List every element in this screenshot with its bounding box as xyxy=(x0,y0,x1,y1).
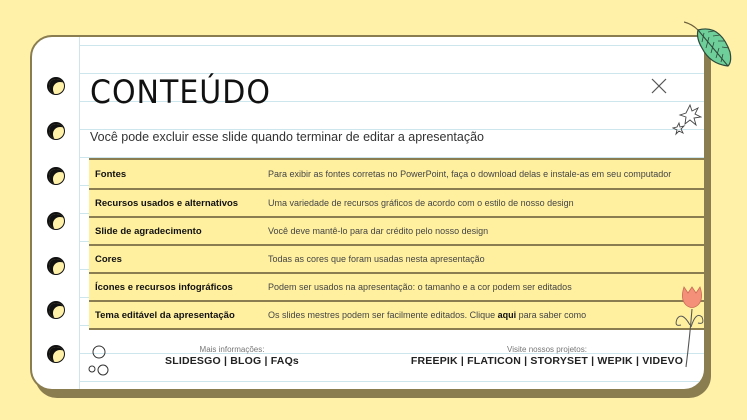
flower-icon xyxy=(672,285,708,375)
table-row xyxy=(89,160,706,190)
slide-title: CONTEÚDO xyxy=(90,73,271,112)
row-value-text: Os slides mestres podem ser facilmente editados. Clique xyxy=(268,309,498,320)
row-key: Ícones e recursos infográficos xyxy=(95,281,233,293)
row-value: Para exibir as fontes corretas no PowerPoint, faça o download delas e instale-as em seu computador xyxy=(268,168,672,179)
binder-hole xyxy=(47,77,65,95)
row-value: Todas as cores que foram usadas nesta apresentação xyxy=(268,253,485,264)
binder-hole xyxy=(47,257,65,275)
binder-hole xyxy=(47,301,65,319)
row-key: Fontes xyxy=(95,168,127,180)
row-key: Tema editável da apresentação xyxy=(95,309,235,321)
ruled-line xyxy=(80,381,704,382)
table-row xyxy=(89,302,706,330)
projects-label: Visite nossos projetos: xyxy=(507,345,587,354)
row-value-text: para saber como xyxy=(516,309,587,320)
binder-hole xyxy=(47,167,65,185)
binder-hole xyxy=(47,345,65,363)
table-row xyxy=(89,190,706,218)
more-info-label: Mais informações: xyxy=(199,345,265,354)
content-table xyxy=(89,158,706,330)
row-key: Recursos usados e alternativos xyxy=(95,197,239,209)
ruled-line xyxy=(80,45,704,46)
row-value: Você deve mantê-lo para dar crédito pelo nosso design xyxy=(268,225,489,236)
row-key: Cores xyxy=(95,253,122,265)
more-info-links[interactable]: SLIDESGO | BLOG | FAQs xyxy=(165,355,299,367)
here-link[interactable]: aqui xyxy=(497,309,517,320)
table-row xyxy=(89,218,706,246)
row-value: Uma variedade de recursos gráficos de acordo com o estilo de nosso design xyxy=(268,197,574,208)
binder-hole xyxy=(47,122,65,140)
footer-more-info xyxy=(132,345,332,367)
bubbles-icon xyxy=(87,344,117,380)
table-row xyxy=(89,274,706,302)
table-row xyxy=(89,246,706,274)
close-icon[interactable] xyxy=(650,77,668,95)
footer-projects xyxy=(392,345,702,367)
notebook-page xyxy=(30,35,706,391)
slide-subtitle: Você pode excluir esse slide quando terminar de editar a apresentação xyxy=(90,130,485,144)
projects-links[interactable]: FREEPIK | FLATICON | STORYSET | WEPIK | VIDEVO xyxy=(410,355,684,367)
row-key: Slide de agradecimento xyxy=(95,225,202,237)
row-value xyxy=(268,310,706,321)
stars-icon xyxy=(672,103,702,139)
binder-hole xyxy=(47,212,65,230)
leaf-icon xyxy=(684,18,734,70)
row-value: Podem ser usados na apresentação: o tamanho e a cor podem ser editados xyxy=(268,281,572,292)
